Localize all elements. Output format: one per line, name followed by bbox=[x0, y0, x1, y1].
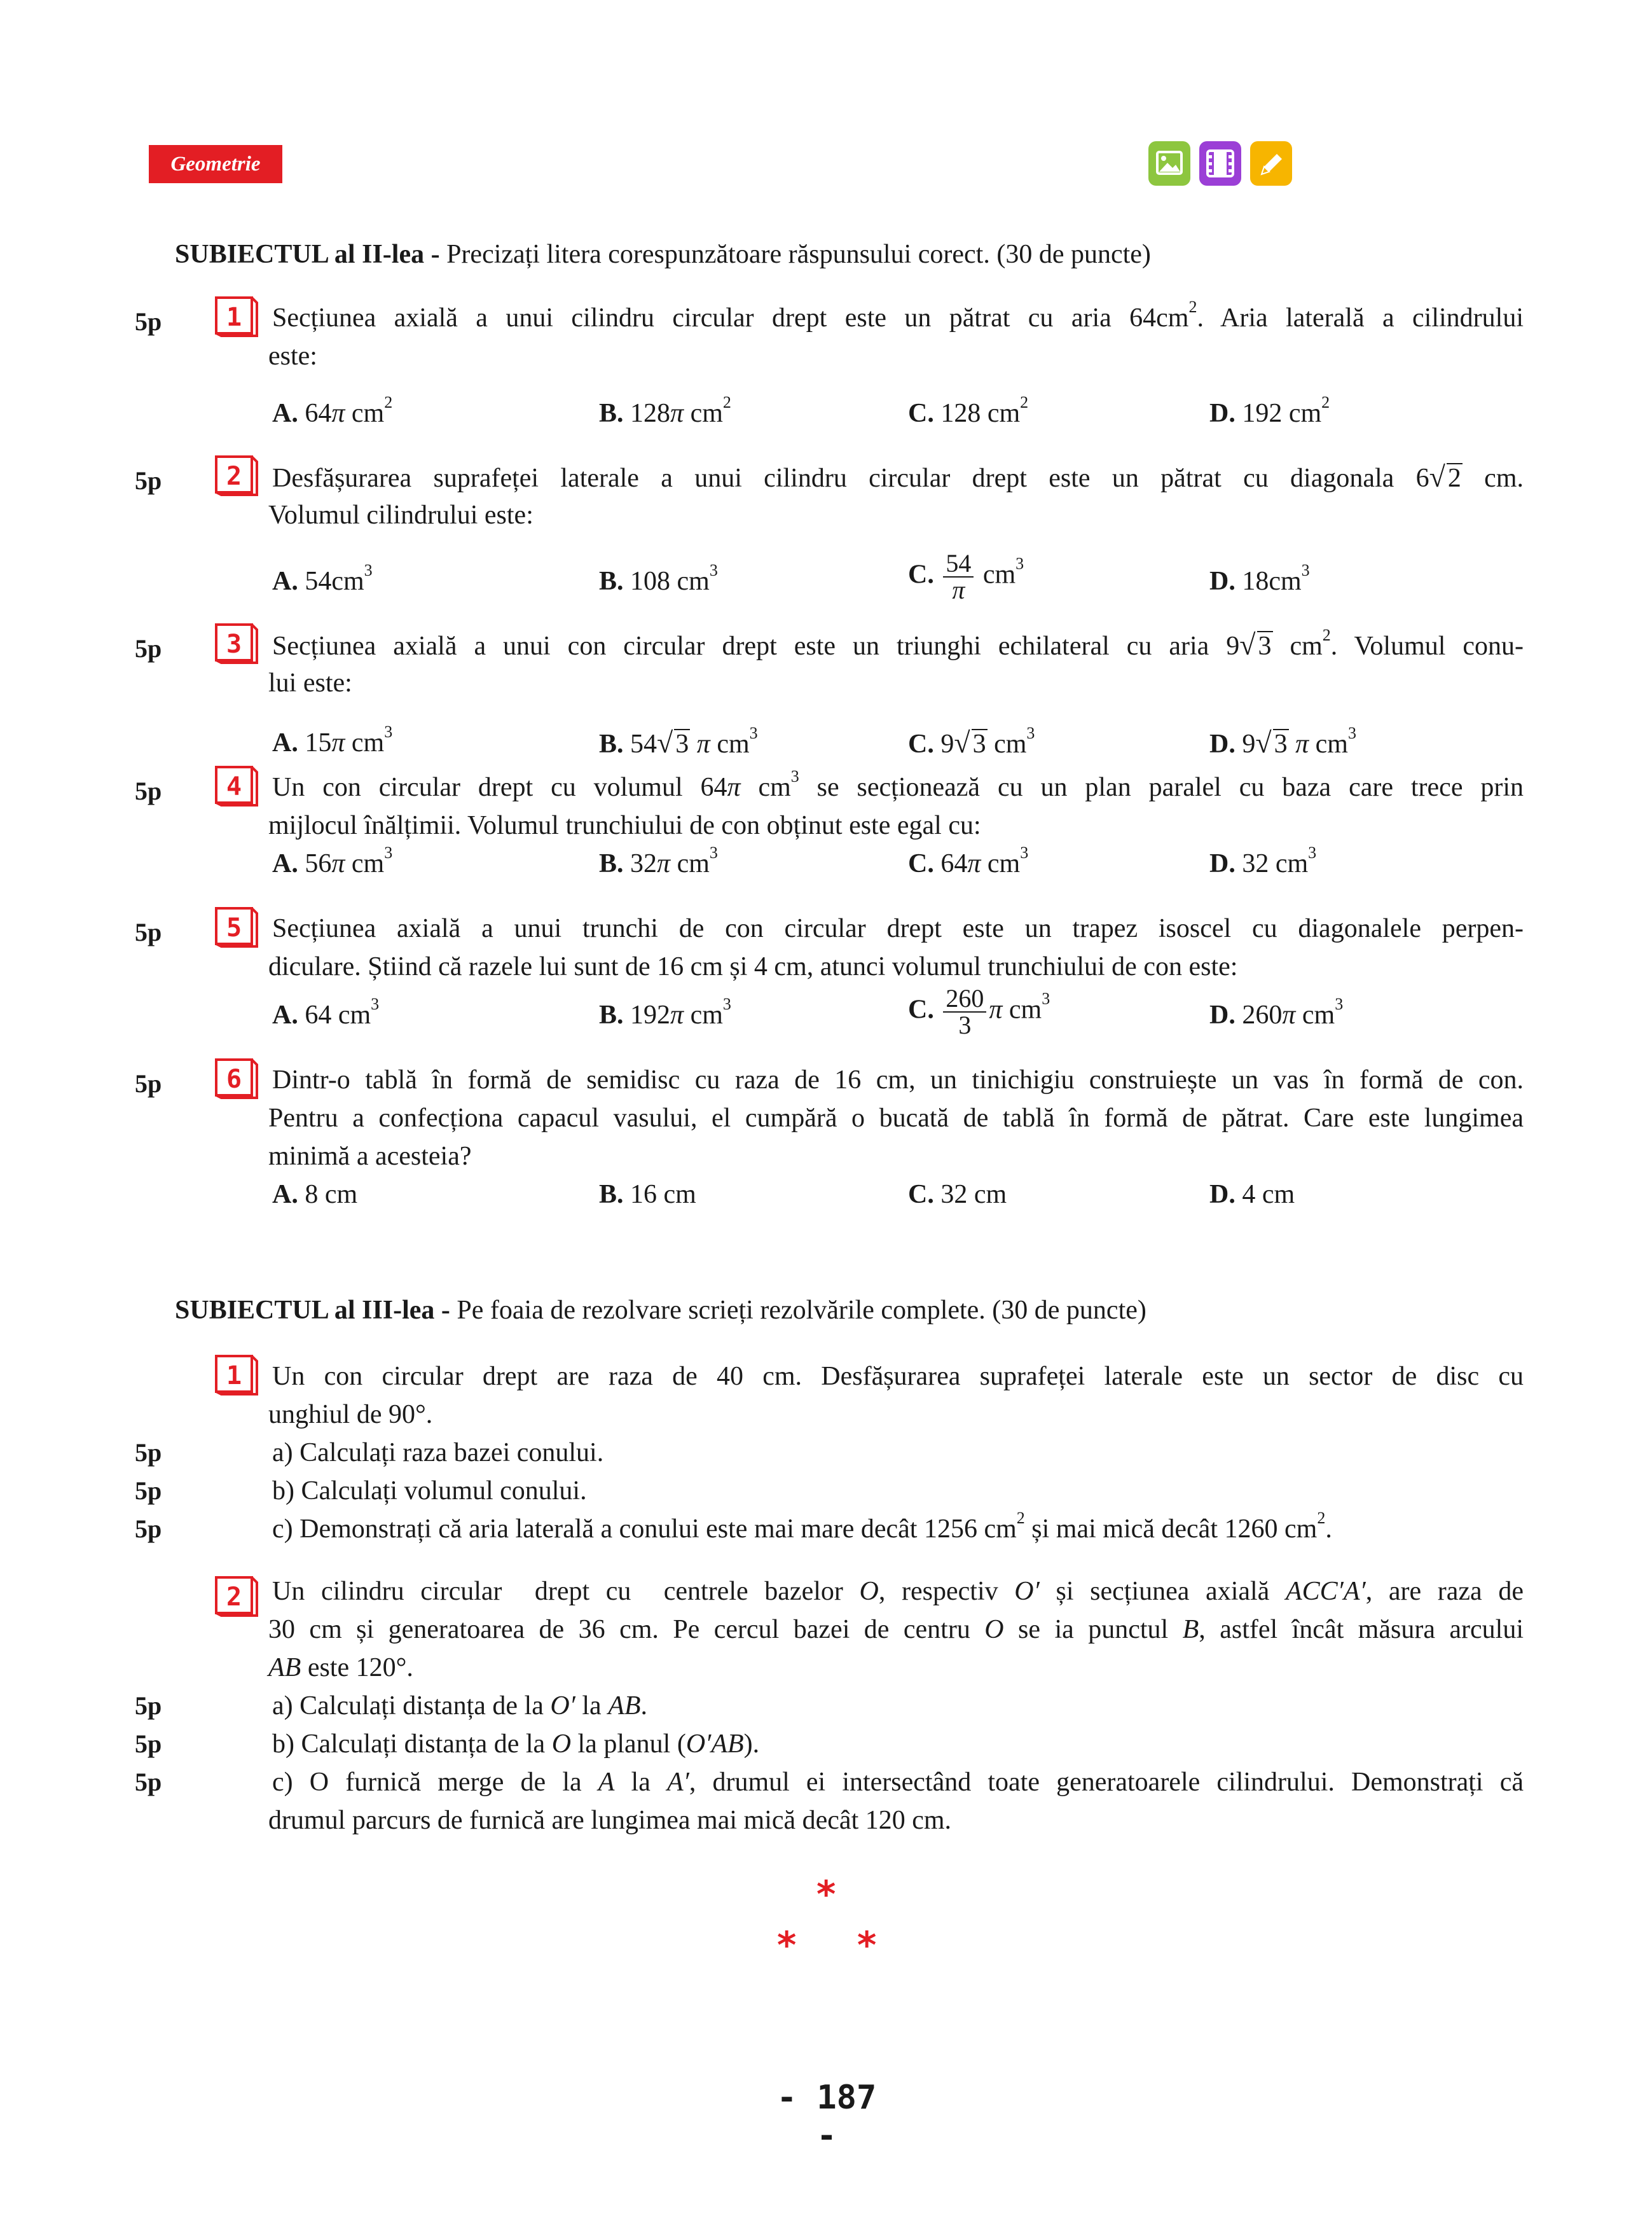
question-text: diculare. Știind că razele lui sunt de 16 cm și 4 cm, atunci volumul trunchiului de con este: bbox=[268, 952, 1238, 981]
points-label: 5p bbox=[135, 1691, 162, 1720]
film-icon[interactable] bbox=[1199, 141, 1241, 186]
option-d[interactable]: D. 192 $cm^2$ bbox=[1209, 393, 1330, 428]
option-b[interactable]: B. 192π $cm^3$ bbox=[599, 995, 731, 1030]
problem-part: b) Calculați distanța de la O la planul (O′AB). bbox=[272, 1729, 760, 1759]
question-text: Secțiunea axială a unui trunchi de con circular drept este un trapez isoscel cu diagonalele perpen- bbox=[272, 914, 1524, 943]
option-a[interactable]: A. $54cm^3$ bbox=[272, 561, 373, 596]
pencil-icon[interactable] bbox=[1250, 141, 1292, 186]
question-number-badge bbox=[215, 455, 259, 496]
problem-text: Un con circular drept are raza de 40 cm. Desfășurarea suprafeței laterale este un sector de disc cu bbox=[272, 1362, 1524, 1391]
option-d[interactable]: D. 4 cm bbox=[1209, 1180, 1295, 1209]
option-b[interactable]: B. 128π $cm^2$ bbox=[599, 393, 731, 428]
points-label: 5p bbox=[135, 777, 162, 805]
question-text: Un con circular drept cu volumul 64π $cm^3$ se secționează cu un plan paralel cu baza care trece prin bbox=[272, 767, 1524, 802]
option-c[interactable]: C. 64π $cm^3$ bbox=[908, 843, 1029, 878]
svg-text:5: 5 bbox=[226, 913, 242, 943]
option-d[interactable]: D. 9√3 π $cm^3$ bbox=[1209, 724, 1356, 759]
points-label: 5p bbox=[135, 466, 162, 495]
problem-part: a) Calculați distanța de la O′ la AB. bbox=[272, 1691, 647, 1721]
problem-part: c) O furnică merge de la A la A′, drumul ei intersectând toate generatoarele cilindrului. Demonstrați că bbox=[272, 1768, 1524, 1797]
question-number-badge bbox=[215, 766, 259, 807]
decorative-star: * bbox=[857, 1923, 877, 1967]
problem-part: drumul parcurs de furnică are lungimea mai mică decât 120 cm. bbox=[268, 1806, 952, 1835]
option-c[interactable]: C. $\frac{260}{3}$ π $cm^3$ bbox=[908, 984, 1050, 1039]
points-label: 5p bbox=[135, 307, 162, 336]
points-label: 5p bbox=[135, 634, 162, 663]
question-text: Volumul cilindrului este: bbox=[268, 501, 533, 530]
option-a[interactable]: A. 8 cm bbox=[272, 1180, 358, 1209]
option-a[interactable]: A. 56π $cm^3$ bbox=[272, 843, 393, 878]
question-text: Dintr-o tablă în formă de semidisc cu raza de 16 cm, un tinichigiu construiește un vas în formă de con. bbox=[272, 1065, 1524, 1095]
decorative-star: * bbox=[816, 1873, 836, 1916]
svg-text:1: 1 bbox=[226, 1361, 242, 1390]
points-label: 5p bbox=[135, 1768, 162, 1796]
image-icon[interactable] bbox=[1148, 141, 1190, 186]
points-label: 5p bbox=[135, 1729, 162, 1758]
option-a[interactable]: A. 64 $cm^3$ bbox=[272, 995, 380, 1030]
svg-text:4: 4 bbox=[226, 772, 242, 801]
problem-part: b) Calculați volumul conului. bbox=[272, 1476, 587, 1506]
problem-text: unghiul de 90°. bbox=[268, 1400, 433, 1429]
subject2-heading: SUBIECTUL al II-lea - Precizați litera corespunzătoare răspunsului corect. (30 de puncte) bbox=[175, 240, 1151, 269]
option-d[interactable]: D. 260π $cm^3$ bbox=[1209, 995, 1344, 1030]
svg-text:2: 2 bbox=[226, 1582, 242, 1612]
question-text: minimă a acesteia? bbox=[268, 1142, 472, 1171]
question-text: mijlocul înălțimii. Volumul trunchiului de con obținut este egal cu: bbox=[268, 811, 981, 840]
problem-text: Un cilindru circular drept cu centrele bazelor O, respectiv O′ și secțiunea axială ACC′A′, are raza de bbox=[272, 1577, 1524, 1606]
option-b[interactable]: B. 16 cm bbox=[599, 1180, 696, 1209]
question-text: lui este: bbox=[268, 668, 352, 698]
points-label: 5p bbox=[135, 918, 162, 946]
problem-part: a) Calculați raza bazei conului. bbox=[272, 1438, 604, 1467]
option-d[interactable]: D. 32 $cm^3$ bbox=[1209, 843, 1317, 878]
question-text: Secțiunea axială a unui cilindru circular drept este un pătrat cu aria $64cm^2$. Aria laterală a cilindrului bbox=[272, 298, 1524, 333]
problem-number-badge bbox=[215, 1355, 259, 1395]
problem-part: c) Demonstrați că aria laterală a conului este mai mare decât 1256 $cm^2$ și mai mică decât 1260 $cm^2$. bbox=[272, 1509, 1332, 1544]
option-d[interactable]: D. $18cm^3$ bbox=[1209, 561, 1310, 596]
option-b[interactable]: B. 32π $cm^3$ bbox=[599, 843, 718, 878]
option-c[interactable]: C. 32 cm bbox=[908, 1180, 1007, 1209]
option-b[interactable]: B. 54√3 π $cm^3$ bbox=[599, 724, 758, 759]
page-number: - 187 - bbox=[776, 2079, 877, 2155]
question-text: Pentru a confecționa capacul vasului, el cumpără o bucată de tablă în formă de pătrat. Care este lungimea bbox=[268, 1104, 1524, 1133]
question-text: este: bbox=[268, 342, 317, 371]
subject3-heading: SUBIECTUL al III-lea - Pe foaia de rezolvare scrieți rezolvările complete. (30 de puncte) bbox=[175, 1296, 1146, 1325]
svg-text:6: 6 bbox=[226, 1065, 242, 1094]
question-text: Desfășurarea suprafeței laterale a unui cilindru circular drept este un pătrat cu diagonala 6√2 cm. bbox=[272, 461, 1524, 493]
svg-text:2: 2 bbox=[226, 462, 242, 491]
points-label: 5p bbox=[135, 1438, 162, 1467]
question-number-badge bbox=[215, 296, 259, 337]
decorative-star: * bbox=[777, 1923, 797, 1967]
problem-number-badge bbox=[215, 1576, 259, 1617]
svg-text:3: 3 bbox=[226, 630, 242, 659]
question-number-badge bbox=[215, 907, 259, 948]
question-text: Secțiunea axială a unui con circular drept este un triunghi echilateral cu aria 9√3 $cm^2$. Volumul conu- bbox=[272, 626, 1524, 661]
option-c[interactable]: C. 128 $cm^2$ bbox=[908, 393, 1029, 428]
option-a[interactable]: A. 64π $cm^2$ bbox=[272, 393, 393, 428]
option-b[interactable]: B. 108 $cm^3$ bbox=[599, 561, 718, 596]
problem-text: 30 cm și generatoarea de 36 cm. Pe cercul bazei de centru O se ia punctul B, astfel încât măsura arcului bbox=[268, 1615, 1524, 1644]
option-c[interactable]: C. 9√3 $cm^3$ bbox=[908, 724, 1035, 759]
option-a[interactable]: A. 15π $cm^3$ bbox=[272, 723, 393, 758]
svg-text:1: 1 bbox=[226, 303, 242, 332]
question-number-badge bbox=[215, 623, 259, 664]
problem-text: AB este 120°. bbox=[268, 1653, 413, 1682]
points-label: 5p bbox=[135, 1514, 162, 1543]
points-label: 5p bbox=[135, 1476, 162, 1505]
points-label: 5p bbox=[135, 1069, 162, 1098]
section-tag: Geometrie bbox=[149, 145, 282, 183]
question-number-badge bbox=[215, 1058, 259, 1099]
option-c[interactable]: C. $\frac{54}{\pi}$ $cm^3$ bbox=[908, 549, 1024, 604]
